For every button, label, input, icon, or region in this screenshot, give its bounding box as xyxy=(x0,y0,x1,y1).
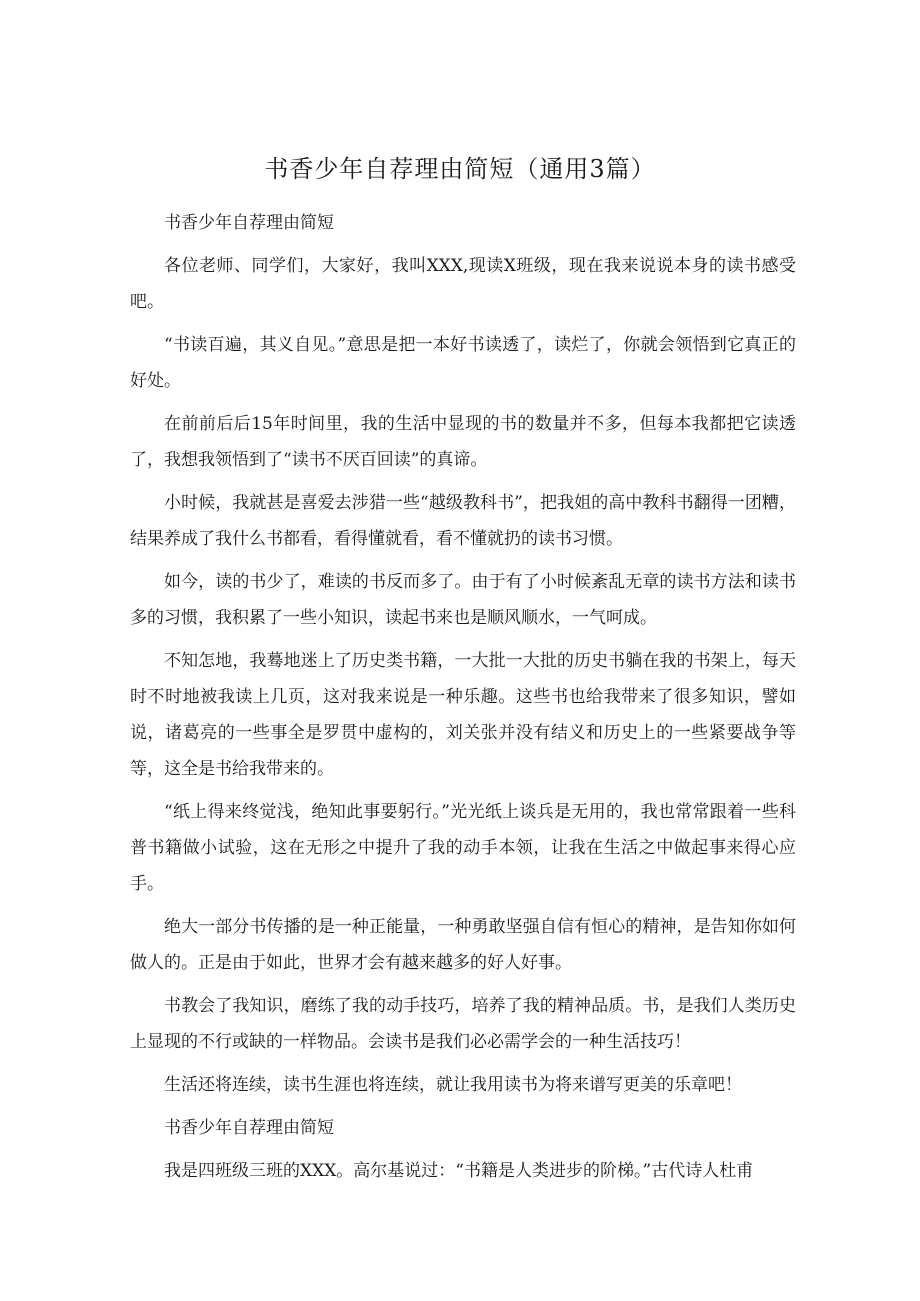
document-title: 书香少年自荐理由简短（通用3篇） xyxy=(264,155,656,183)
paragraph: 书教会了我知识，磨练了我的动手技巧，培养了我的精神品质。书，是我们人类历史上显现的不行或缺的一样物品。会读书是我们必必需学会的一种生活技巧！ xyxy=(130,996,796,1052)
paragraph: 在前前后后15年时间里，我的生活中显现的书的数量并不多，但每本我都把它读透了，我想我领悟到了“读书不厌百回读”的真谛。 xyxy=(130,414,796,470)
paragraph: 各位老师、同学们，大家好，我叫XXX,现读X班级，现在我来说说本身的读书感受吧。 xyxy=(130,256,796,312)
paragraph: “纸上得来终觉浅，绝知此事要躬行。”光光纸上谈兵是无用的，我也常常跟着一些科普书籍做小试验，这在无形之中提升了我的动手本领，让我在生活之中做起事来得心应手。 xyxy=(130,802,796,894)
section-heading: 书香少年自荐理由简短 xyxy=(164,1118,334,1138)
paragraph: 不知怎地，我蓦地迷上了历史类书籍，一大批一大批的历史书躺在我的书架上，每天时不时地被我读上几页，这对我来说是一种乐趣。这些书也给我带来了很多知识，譬如说，诸葛亮的一些事全是罗贯中虚构的，刘关张并没有结义和历史上的一些紧要战争等等，这全是书给我带来的。 xyxy=(130,651,796,779)
paragraph: “书读百遍，其义自见。”意思是把一本好书读透了，读烂了，你就会领悟到它真正的好处。 xyxy=(130,335,796,391)
paragraph: 如今，读的书少了，难读的书反而多了。由于有了小时候紊乱无章的读书方法和读书多的习惯，我积累了一些小知识，读起书来也是顺风顺水，一气呵成。 xyxy=(130,572,796,628)
paragraph: 生活还将连续，读书生涯也将连续，就让我用读书为将来谱写更美的乐章吧！ xyxy=(164,1075,742,1095)
paragraph: 绝大一部分书传播的是一种正能量，一种勇敢坚强自信有恒心的精神，是告知你如何做人的。正是由于如此，世界才会有越来越多的好人好事。 xyxy=(130,917,796,973)
paragraph: 我是四班级三班的XXX。高尔基说过：“书籍是人类进步的阶梯。”古代诗人杜甫 xyxy=(164,1161,754,1181)
section-heading: 书香少年自荐理由简短 xyxy=(164,213,334,233)
paragraph: 小时候，我就甚是喜爱去涉猎一些“越级教科书”，把我姐的高中教科书翻得一团糟，结果养成了我什么书都看，看得懂就看，看不懂就扔的读书习惯。 xyxy=(130,493,796,549)
document-body xyxy=(130,205,796,1196)
